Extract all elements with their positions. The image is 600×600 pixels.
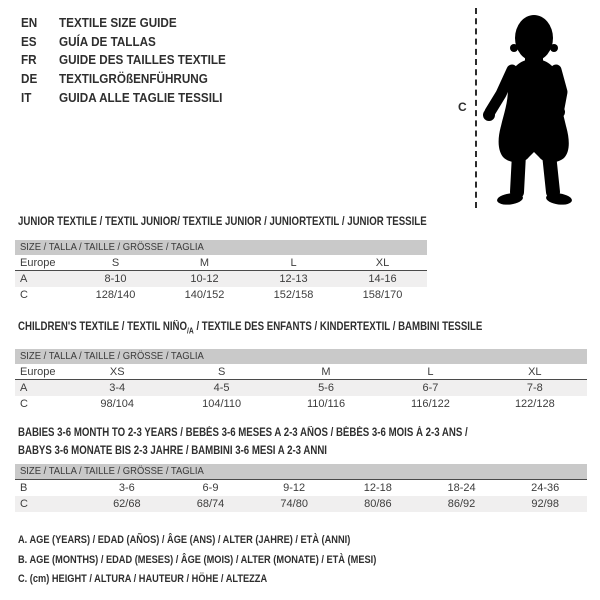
lang-code: DE <box>21 70 38 86</box>
footnote-height-cm: C. (cm) HEIGHT / ALTURA / HAUTEUR / HÖHE / ALTEZZA <box>18 573 268 585</box>
lang-title: GUIDE DES TAILLES TEXTILE <box>59 52 226 68</box>
children-row-age: A 3-4 4-5 5-6 6-7 7-8 <box>15 380 587 396</box>
toddler-silhouette-icon <box>482 8 592 208</box>
junior-row-height: C 128/140 140/152 152/158 158/170 <box>20 289 403 301</box>
lang-code: IT <box>21 89 32 105</box>
height-c-label: C <box>458 100 467 114</box>
lang-row-it <box>21 88 244 107</box>
junior-size-table <box>15 240 427 303</box>
children-row-height: C 98/104 104/110 110/116 116/122 122/128 <box>20 398 555 410</box>
lang-title: TEXTILGRÖßENFÜHRUNG <box>59 70 208 86</box>
height-measure-dashed-line <box>475 8 477 208</box>
lang-title: TEXTILE SIZE GUIDE <box>59 14 177 30</box>
lang-title: GUÍA DE TALLAS <box>59 33 156 49</box>
lang-row-es <box>21 32 244 51</box>
lang-code: FR <box>21 52 37 68</box>
lang-title: GUIDA ALLE TAGLIE TESSILI <box>59 89 223 105</box>
lang-row-fr <box>21 50 244 69</box>
babies-size-table <box>15 464 587 512</box>
babies-row-months: B 3-6 6-9 9-12 12-18 18-24 24-36 <box>20 482 560 494</box>
language-title-list <box>21 13 244 106</box>
children-section-title: CHILDREN'S TEXTILE / TEXTIL $NIÑO_{/A}$ / TEXTILE DES ENFANTS / KINDERTEXTIL / BAMBINI TESSILE <box>18 321 483 336</box>
footnote-age-years: A. AGE (YEARS) / EDAD (AÑOS) / ÂGE (ANS) / ALTER (JAHRE) / ETÀ (ANNI) <box>18 534 351 546</box>
height-figure <box>440 0 600 215</box>
junior-size-header-bar: SIZE / TALLA / TAILLE / GRÖSSE / TAGLIA <box>15 240 427 255</box>
lang-row-en <box>21 13 244 32</box>
junior-section-title: JUNIOR TEXTILE / TEXTIL JUNIOR/ TEXTILE JUNIOR / JUNIORTEXTIL / JUNIOR TESSILE <box>18 216 427 228</box>
babies-section-title: BABIES 3-6 MONTH TO 2-3 YEARS / BEBÉS 3-6 MESES A 2-3 AÑOS / BÉBÉS 3-6 MOIS À 2-3 ANS / BABYS 3-6 MONATE BIS 2-3 JAHRE / BAMBINI 3-6 MESI A 2-3 ANNI <box>18 427 468 457</box>
legend-footnotes <box>18 531 445 590</box>
children-size-table <box>15 349 587 412</box>
children-size-header-bar: SIZE / TALLA / TAILLE / GRÖSSE / TAGLIA <box>15 349 587 364</box>
babies-row-height: C 62/68 68/74 74/80 80/86 86/92 92/98 <box>15 496 587 512</box>
footnote-age-months: B. AGE (MONTHS) / EDAD (MESES) / ÂGE (MOIS) / ALTER (MONATE) / ETÀ (MESI) <box>18 553 377 566</box>
lang-row-de <box>21 69 244 88</box>
babies-size-header-bar: SIZE / TALLA / TAILLE / GRÖSSE / TAGLIA <box>15 464 587 480</box>
lang-code: ES <box>21 33 37 49</box>
lang-code: EN <box>21 14 38 30</box>
junior-columns-row: Europe S M L XL <box>15 255 427 271</box>
children-columns-row: Europe XS S M L XL <box>15 364 587 380</box>
nino-a-subscript: /A <box>187 326 194 336</box>
junior-row-age: A 8-10 10-12 12-13 14-16 <box>15 271 427 287</box>
